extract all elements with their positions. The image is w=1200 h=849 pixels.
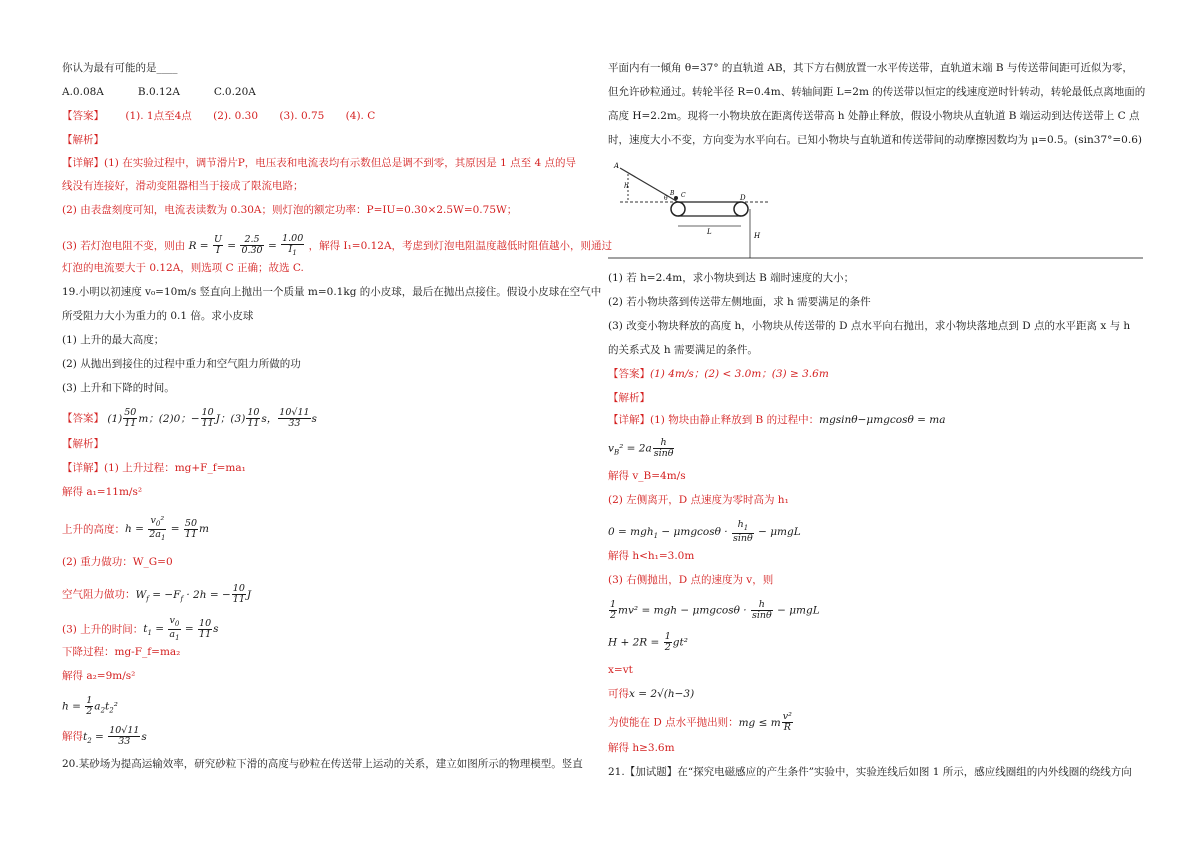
q18-answer-3: (3). 0.75 bbox=[279, 110, 325, 122]
q20-sub-3a: (3) 改变小物块释放的高度 h，小物块从传送带的 D 点水平向右抛出，求小物块落地点到 D 点的水平距离 x 与 h bbox=[608, 320, 1131, 332]
q18-answer-1: (1). 1点至4点 bbox=[125, 110, 192, 122]
q19-height: 上升的高度：h = $\frac{v_0^2}{2a_1}$ = $\frac{50}{11}$ m bbox=[62, 515, 209, 542]
q19-up bbox=[62, 462, 246, 475]
q19-gravity: (2) 重力做功：W_G=0 bbox=[62, 556, 173, 568]
q18-detail-3-post: ，解得 I₁=0.12A，考虑到灯泡电阻温度越低时阻值越小，则通过 bbox=[308, 239, 613, 252]
q20-stem-4: 时，速度大小不变，方向变为水平向右。已知小物块与直轨道和传送带间的动摩擦因数均为 μ=0.5。(sin37°=0.6) bbox=[608, 134, 1142, 146]
q19-air-label: 空气阻力做功： bbox=[62, 588, 136, 601]
label-L: L bbox=[707, 228, 712, 236]
q20-x-label: 可得 bbox=[608, 688, 629, 700]
q20-vb-eq: $v_B^2 = 2a$ $\frac{h}{\sin\theta}$ bbox=[608, 437, 674, 459]
answer-label: 【答案】 bbox=[62, 110, 104, 122]
q18-answer bbox=[62, 110, 375, 123]
q20-sub-1: (1) 若 h=2.4m，求小物块到达 B 端时速度的大小； bbox=[608, 272, 855, 284]
q18-option-a: A.0.08A bbox=[62, 86, 104, 98]
q19-t2: 解得$t_2$ = $\frac{10√11}{33}$ s bbox=[62, 725, 147, 747]
label-H: H bbox=[754, 232, 761, 240]
q21-stem: 21.【加试题】在“探究电磁感应的产生条件”实验中，实验连线后如图 1 所示，感应线圈组的内外线圈的绕线方向 bbox=[608, 766, 1132, 778]
conveyor-diagram bbox=[608, 160, 1143, 265]
q20-stem-1: 平面内有一倾角 θ=37° 的直轨道 AB，其下方右侧放置一水平传送带，直轨道末端 B 与传送带间距可近似为零， bbox=[608, 62, 1133, 74]
answer-label: 【答案】 bbox=[62, 412, 104, 425]
q18-detail-3 bbox=[62, 234, 612, 258]
q20-h-result: 解得 h≥3.6m bbox=[608, 742, 675, 754]
q20-energy-eq-1: 0 = mgh$_1$ − μmgcosθ · $\frac{h_1}{\sin\theta}$ − μmgL bbox=[608, 519, 801, 544]
q19-sub-3: (3) 上升和下降的时间。 bbox=[62, 382, 175, 394]
detail-label: 【详解】 bbox=[62, 157, 104, 169]
answer-label: 【答案】 bbox=[608, 368, 650, 380]
q20-vb-result: 解得 v_B=4m/s bbox=[608, 470, 686, 482]
q20-answers-text: (1) 4m/s；(2) < 3.0m；(3) ≥ 3.6m bbox=[650, 368, 829, 380]
q20-detail-1-eq: mgsinθ−μmgcosθ = ma bbox=[819, 414, 946, 426]
q19-up-text: (1) 上升过程：mg+F_f=ma₁ bbox=[104, 462, 246, 474]
detail-label-2: 【详解】 bbox=[62, 462, 104, 474]
q20-condition-label: 为使能在 D 点水平抛出则： bbox=[608, 716, 739, 729]
q19-sub-2: (2) 从抛出到接住的过程中重力和空气阻力所做的功 bbox=[62, 358, 301, 370]
label-C: C bbox=[681, 192, 686, 199]
q19-height-label: 上升的高度： bbox=[62, 523, 125, 536]
label-D: D bbox=[740, 194, 746, 202]
q19-h-down: h = $\frac{1}{2}$ $a_2t_2^2$ bbox=[62, 695, 118, 717]
q20-stem-2: 但允许砂粒通过。转轮半径 R=0.4m、转轴间距 L=2m 的传送带以恒定的线速度逆时针转动，转轮最低点离地面的 bbox=[608, 86, 1146, 98]
q18-detail-2: (2) 由表盘刻度可知，电流表读数为 0.30A；则灯泡的额定功率：P=IU=0.30×2.5W=0.75W； bbox=[62, 204, 518, 216]
q20-stem-start: 20.某砂场为提高运输效率，研究砂粒下滑的高度与砂粒在传送带上运动的关系，建立如图所示的物理模型。竖直 bbox=[62, 758, 583, 770]
q20-sub-2: (2) 若小物块落到传送带左侧地面，求 h 需要满足的条件 bbox=[608, 296, 871, 308]
q19-down: 下降过程：mg-F_f=ma₂ bbox=[62, 646, 181, 658]
q19-a2: 解得 a₂=9m/s² bbox=[62, 670, 136, 682]
q18-options bbox=[62, 86, 256, 99]
q20-detail-2: (2) 左侧离开，D 点速度为零时高为 h₁ bbox=[608, 494, 789, 506]
q19-sub-1: (1) 上升的最大高度； bbox=[62, 334, 165, 346]
q18-detail-3b: 灯泡的电流要大于 0.12A，则选项 C 正确；故选 C. bbox=[62, 262, 304, 274]
label-h: h bbox=[624, 182, 629, 190]
q19-t1: (3) 上升的时间：$t_1$ = $\frac{v_0}{a_1}$ = $\frac{10}{11}$ s bbox=[62, 615, 219, 642]
q18-option-c: C.0.20A bbox=[213, 86, 256, 98]
q20-detail-1 bbox=[608, 414, 946, 427]
q20-h1-result: 解得 h<h₁=3.0m bbox=[608, 550, 695, 562]
label-A: A bbox=[614, 162, 620, 170]
q20-stem-3: 高度 H=2.2m。现将一小物块放在距离传送带高 h 处静止释放，假设小物块从直轨道 B 端运动到达传送带上 C 点 bbox=[608, 110, 1140, 122]
label-B: B bbox=[670, 190, 675, 197]
analysis-label-3: 【解析】 bbox=[608, 392, 650, 404]
q20-sub-3b: 的关系式及 h 需要满足的条件。 bbox=[608, 344, 758, 356]
q18-detail-1a bbox=[62, 157, 576, 170]
q18-answer-4: (4). C bbox=[345, 110, 376, 122]
q19-answer: 【答案】 (1) $\frac{50}{11}$ m；(2)0；− $\frac{10}{11}$ J；(3) $\frac{10}{11}$ s， $\frac{10√11}{33}$ s bbox=[62, 407, 317, 429]
q18-formula: R = $\frac{U}{I}$ = $\frac{2.5}{0.30}$ = $\frac{1.00}{I_1}$ bbox=[188, 233, 304, 257]
q20-x-vt: x=vt bbox=[608, 664, 633, 676]
q19-stem-1: 19.小明以初速度 v₀=10m/s 竖直向上抛出一个质量 m=0.1kg 的小皮球，最后在抛出点接住。假设小皮球在空气中 bbox=[62, 286, 602, 298]
q20-detail-3: (3) 右侧抛出，D 点的速度为 v，则 bbox=[608, 574, 774, 586]
q19-stem-2: 所受阻力大小为重力的 0.1 倍。求小皮球 bbox=[62, 310, 254, 322]
q20-detail-1-text: (1) 物块由静止释放到 B 的过程中： bbox=[650, 414, 820, 426]
q19-t2-label: 解得 bbox=[62, 730, 83, 743]
label-theta: θ bbox=[664, 195, 668, 202]
analysis-label: 【解析】 bbox=[62, 134, 104, 146]
q19-a1: 解得 a₁=11m/s² bbox=[62, 486, 143, 498]
q20-energy-eq-2: $\frac{1}{2}$ mv² = mgh − μmgcosθ · $\frac{h}{\sin\theta}$ − μmgL bbox=[610, 599, 820, 621]
q18-detail-3-pre: (3) 若灯泡电阻不变，则由 bbox=[62, 239, 186, 252]
analysis-label-2: 【解析】 bbox=[62, 438, 104, 450]
block bbox=[674, 196, 678, 200]
q20-answer bbox=[608, 368, 829, 381]
q18-detail-1a-text: (1) 在实验过程中，调节滑片P，电压表和电流表均有示数但总是调不到零，其原因是 1 点至 4 点的导 bbox=[104, 157, 576, 169]
right-roller bbox=[734, 202, 748, 216]
q18-tail: 你认为最有可能的是____ bbox=[62, 62, 178, 74]
q18-answer-2: (2). 0.30 bbox=[213, 110, 259, 122]
q19-air: 空气阻力做功：$W_f = -F_f \cdot 2h$ = − $\frac{10}{11}$ J bbox=[62, 583, 252, 605]
q19-t1-label: (3) 上升的时间： bbox=[62, 623, 144, 636]
left-roller bbox=[671, 202, 685, 216]
q20-condition: 为使能在 D 点水平抛出则：mg ≤ m $\frac{\text{v²}}{R}$ bbox=[608, 711, 792, 733]
q18-option-b: B.0.12A bbox=[137, 86, 180, 98]
q18-detail-1b: 线没有连接好，滑动变阻器相当于接成了限流电路； bbox=[62, 180, 304, 192]
q20-x-result: 可得x = 2√(h−3) bbox=[608, 688, 695, 700]
detail-label-3: 【详解】 bbox=[608, 414, 650, 426]
q20-fall-eq: H + 2R = $\frac{1}{2}$ gt² bbox=[608, 631, 688, 653]
